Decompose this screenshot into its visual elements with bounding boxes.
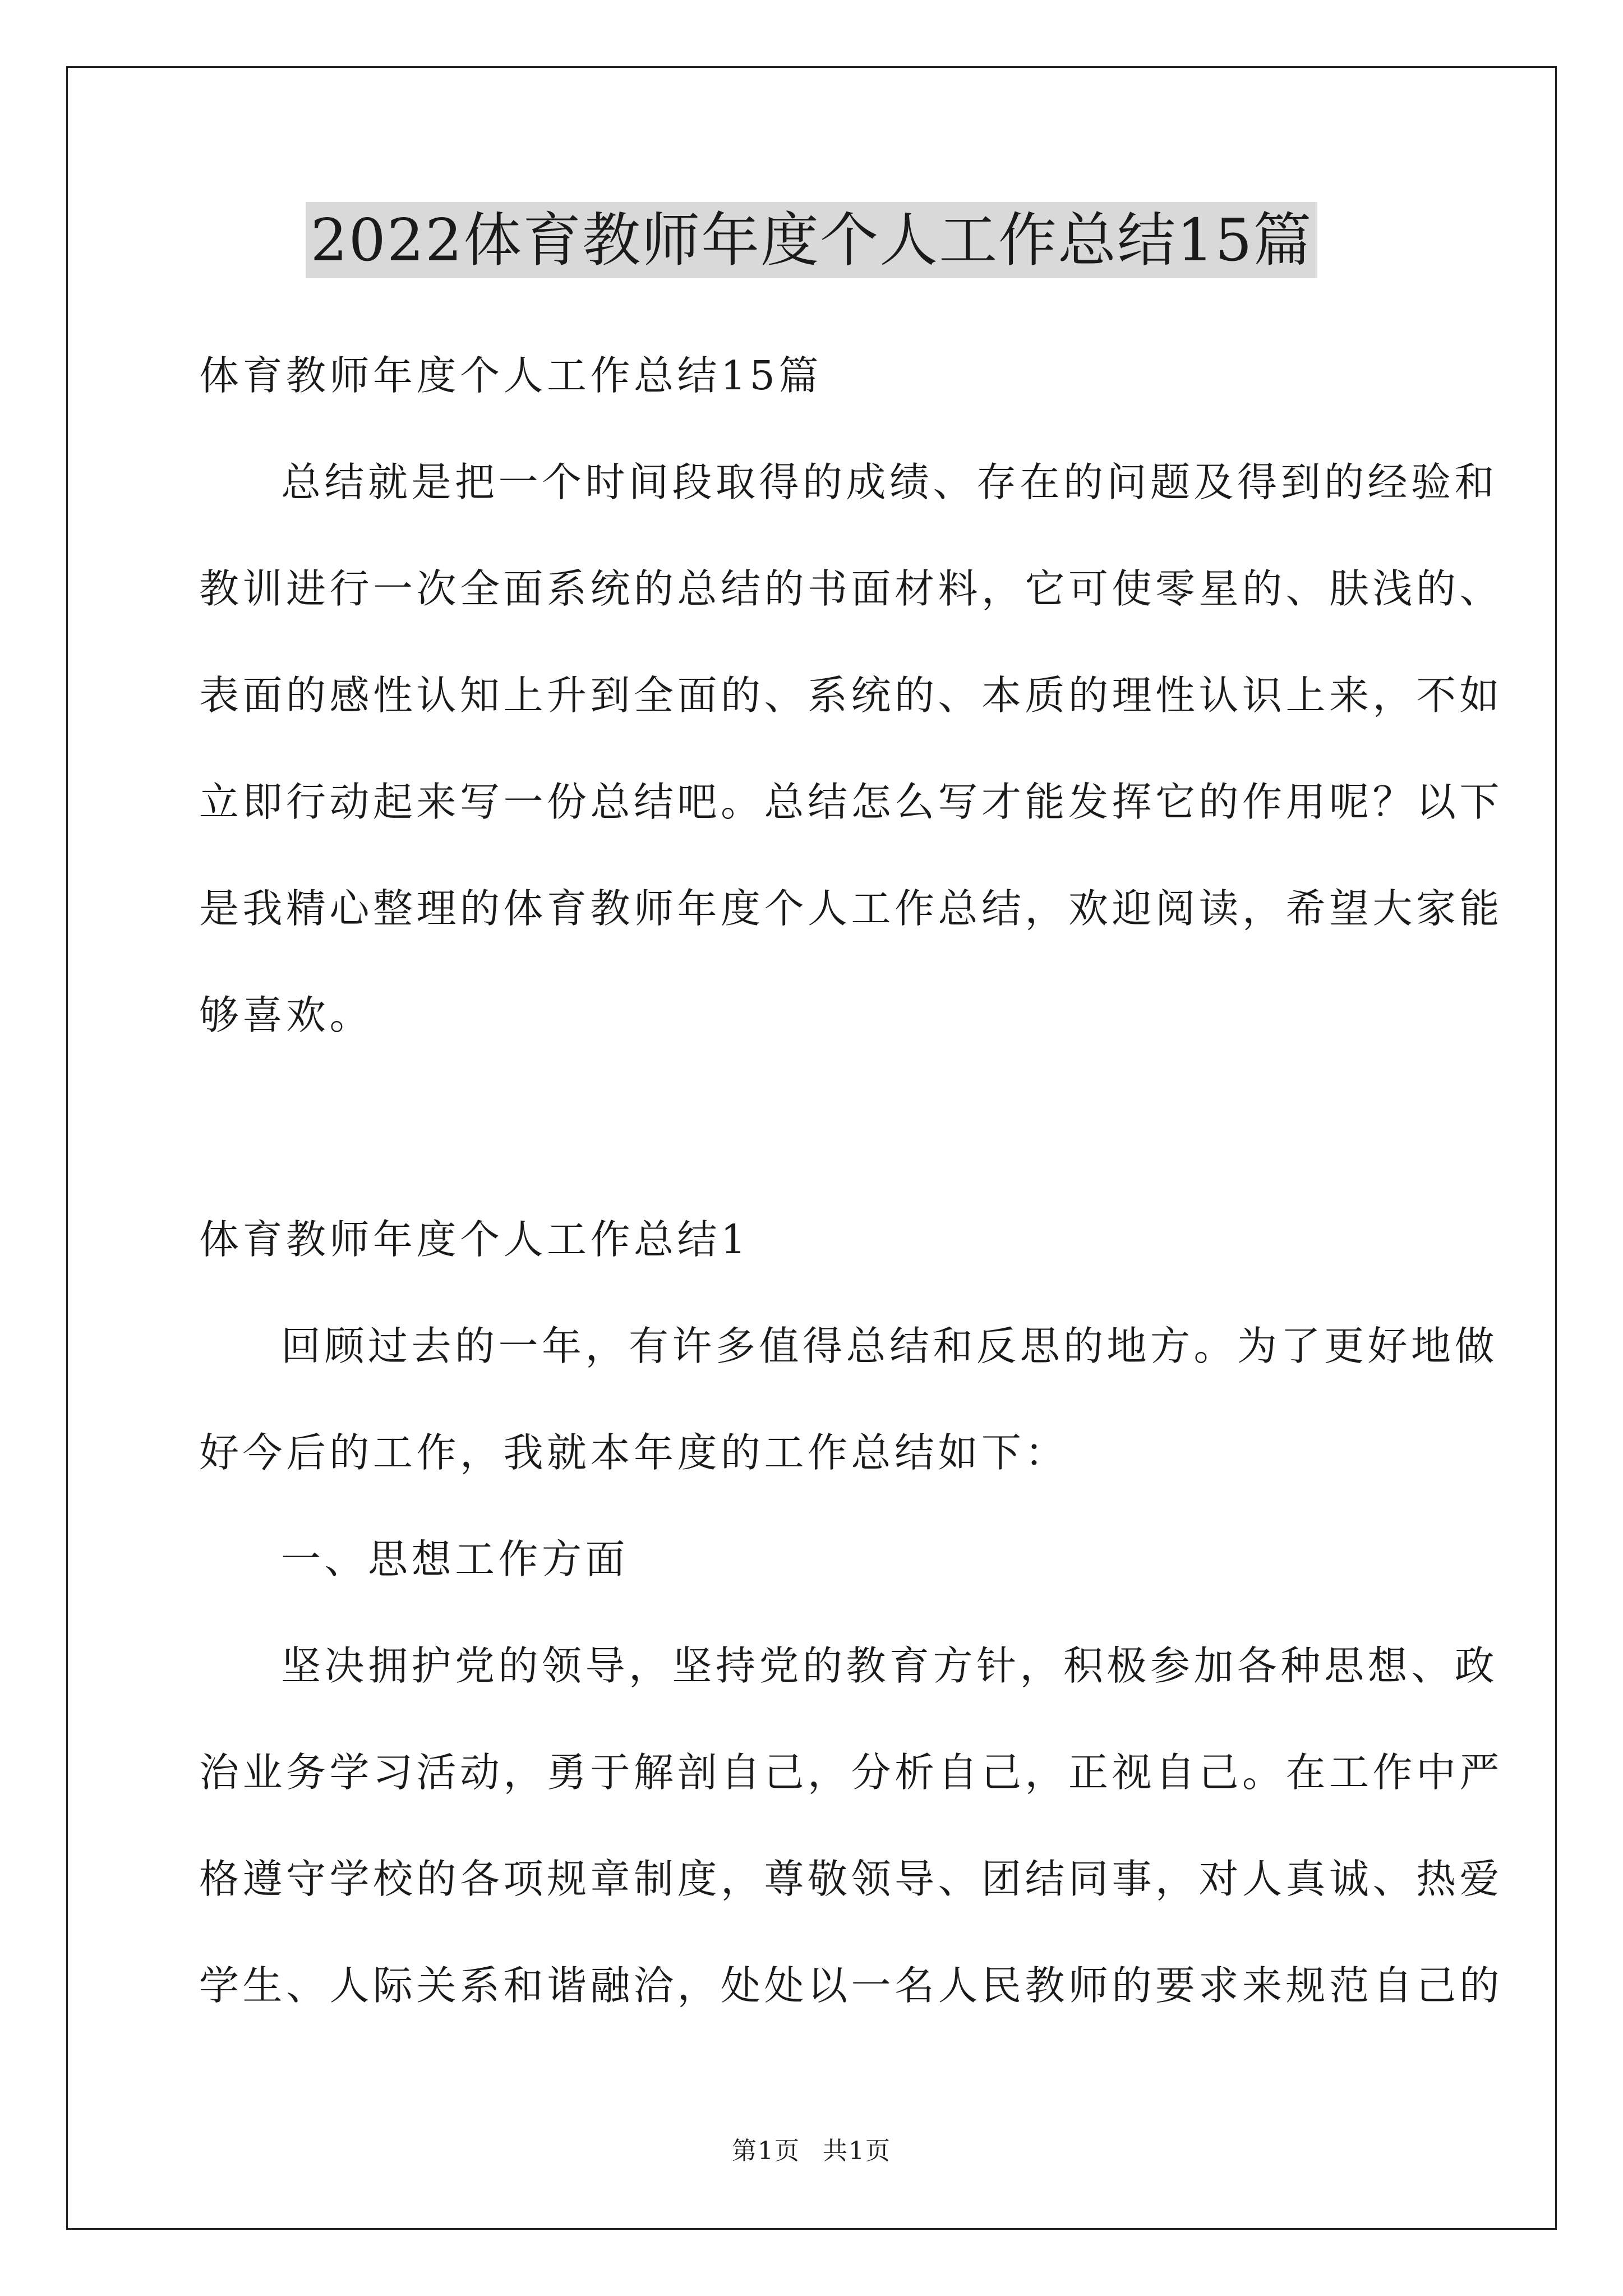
title-block [0, 202, 1623, 278]
page-footer [0, 2131, 1623, 2166]
paragraph-line: 是我精心整理的体育教师年度个人工作总结，欢迎阅读，希望大家能 [199, 885, 1504, 932]
sub-heading: 一、思想工作方面 [281, 1536, 629, 1582]
paragraph-line: 教训进行一次全面系统的总结的书面材料，它可使零星的、肤浅的、 [199, 565, 1504, 612]
paragraph-line: 治业务学习活动，勇于解剖自己，分析自己，正视自己。在工作中严 [199, 1749, 1504, 1796]
subtitle: 体育教师年度个人工作总结15篇 [199, 352, 822, 399]
paragraph-line: 够喜欢。 [199, 992, 374, 1038]
paragraph-line: 总结就是把一个时间段取得的成绩、存在的问题及得到的经验和 [281, 459, 1498, 505]
paragraph-line: 表面的感性认知上升到全面的、系统的、本质的理性认识上来，不如 [199, 672, 1504, 719]
paragraph-line: 格遵守学校的各项规章制度，尊敬领导、团结同事，对人真诚、热爱 [199, 1856, 1504, 1902]
paragraph-line: 立即行动起来写一份总结吧。总结怎么写才能发挥它的作用呢？以下 [199, 779, 1504, 825]
document-body [199, 352, 1504, 2070]
section-heading: 体育教师年度个人工作总结1 [199, 1216, 750, 1263]
spacer [199, 1099, 1433, 1217]
paragraph-line: 学生、人际关系和谐融洽，处处以一名人民教师的要求来规范自己的 [199, 1962, 1504, 2009]
paragraph-line: 好今后的工作，我就本年度的工作总结如下： [199, 1429, 1069, 1476]
page-number: 第1页 [732, 2137, 800, 2165]
document-title: 2022体育教师年度个人工作总结15篇 [306, 202, 1317, 278]
page-total: 共1页 [823, 2137, 891, 2165]
paragraph-line: 回顾过去的一年，有许多值得总结和反思的地方。为了更好地做 [281, 1323, 1498, 1369]
paragraph-line: 坚决拥护党的领导，坚持党的教育方针，积极参加各种思想、政 [281, 1642, 1498, 1689]
